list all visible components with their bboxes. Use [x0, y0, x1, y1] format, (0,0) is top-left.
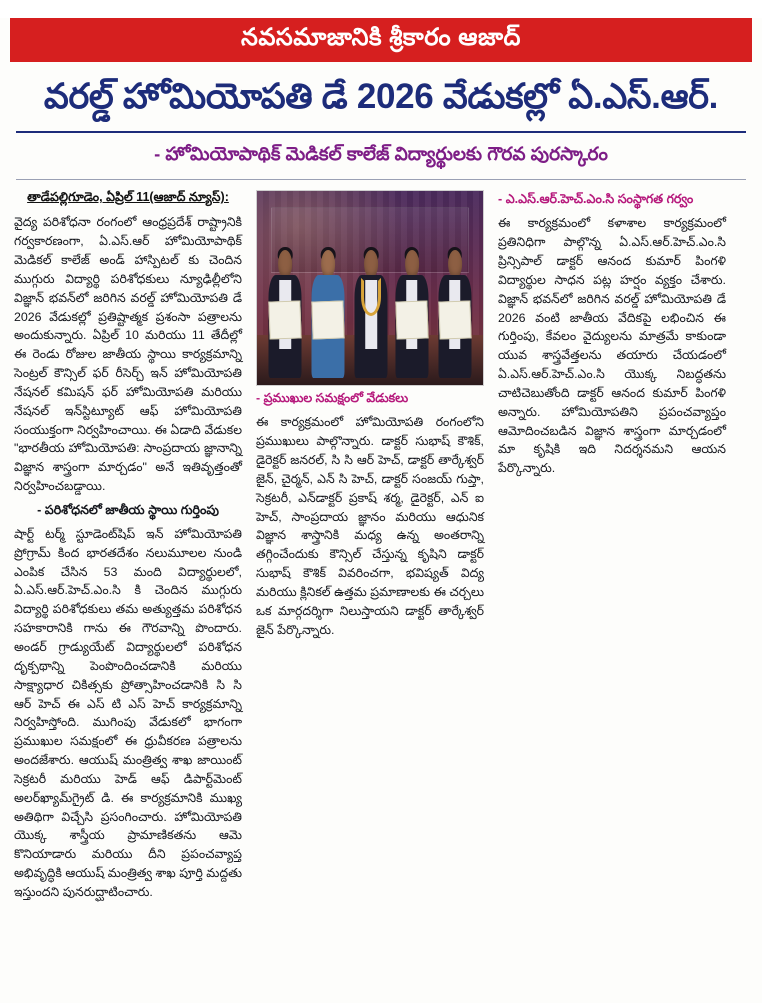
- dateline: తాడేపల్లిగూడెం, ఏప్రిల్ 11(ఆజాద్ న్యూస్):: [27, 190, 229, 205]
- masthead-banner: [10, 18, 752, 62]
- column-left: [14, 190, 242, 909]
- column-middle: [256, 190, 484, 909]
- head-shape: [364, 250, 378, 278]
- certificate-shape: [438, 300, 472, 340]
- paragraph: ఈ కార్యక్రమంలో హోమియోపతి రంగంలోని ప్రముఖులు పాల్గొన్నారు. డాక్టర్ సుభాష్ కౌశిక్, డైరెక్టర్ జనరల్, సి సి ఆర్ హెచ్, డాక్టర్ తార్కేశ్వర్ జైన్, చైర్మన్, ఎన్ సి హెచ్, డాక్టర్ సంజయ్ గుప్తా, సెక్రటరీ, ఎన్‌డాక్టర్ ప్రకాష్ శర్మ, డైరెక్టర్, ఎన్ ఐ హెచ్, సాంప్రదాయ జ్ఞానం మరియు ఆధునిక విజ్ఞాన శాస్త్రానికి మధ్య ఉన్న అంతరాన్ని తగ్గించేందుకు కౌన్సిల్ చేస్తున్న కృషిని డాక్టర్ సుభాష్ కౌశిక్ వివరించగా, భవిష్యత్ విద్య మరియు క్లినికల్ ఉత్తమ ప్రమాణాలకు ఈ చర్చలు ఒక మార్గదర్శిగా నిలుస్తాయని డాక్టర్ తార్కేశ్వర్ జైన్ పేర్కొన్నారు.: [256, 415, 484, 637]
- photo-caption: - ప్రముఖుల సమక్షంలో వేడుకలు: [256, 391, 409, 406]
- paragraph: షార్ట్ టర్మ్ స్టూడెంట్‌షిప్ ఇన్ హోమియోపతి ప్రోగ్రామ్ కింద భారతదేశం నలుమూలల నుండి ఎంపిక చేసిన 53 మంది విద్యార్థులలో, ఏ.ఎస్.ఆర్.హెచ్.ఎం.సి కి చెందిన ముగ్గురు విద్యార్థి పరిశోధకులు తమ అత్యుత్తమ పరిశోధన సహకారానికి గాను ఈ గౌరవాన్ని పొందారు. అండర్ గ్రాడ్యుయేట్ విద్యార్థులలో పరిశోధన దృక్పథాన్ని పెంపొందించడానికి మరియు సాక్ష్యాధార చికిత్సకు ప్రోత్సాహించడానికి సి సి ఆర్ హెచ్ ఈ ఎస్ టి ఎస్ హెచ్ కార్యక్రమాన్ని నిర్వహిస్తోంది. ముగింపు వేడుకలో భాగంగా ప్రముఖుల సమక్షంలో ఈ ధ్రువీకరణ పత్రాలను అందజేశారు. ఆయుష్ మంత్రిత్వ శాఖ జాయింట్ సెక్రటరీ మరియు హెడ్ ఆఫ్ డిపార్ట్‌మెంట్ అలర్‌ఖ్యామ్‌గ్రైట్ డి. ఈ కార్యక్రమానికి ముఖ్య అతిథిగా విచ్చేసి ప్రసంగించారు. హోమియోపతి యొక్క శాస్త్రీయ ప్రామాణికతను ఆమె కొనియాడారు మరియు దీని ప్రపంచవ్యాప్త అభివృద్ధికి ఆయుష్ మంత్రిత్వ శాఖ పూర్తి మద్దతు ఇస్తుందని పునరుద్ఘాటించారు.: [14, 526, 243, 899]
- certificate-shape: [311, 300, 345, 340]
- photo-person-student-2: [309, 250, 347, 378]
- page-headline: వరల్డ్ హోమియోపతి డే 2026 వేడుకల్లో ఏ.ఎస్.ఆర్.: [43, 77, 719, 116]
- head-shape: [405, 250, 419, 278]
- headline-divider: [16, 131, 746, 133]
- column-right: [498, 190, 726, 909]
- newspaper-page: [0, 18, 762, 1003]
- paragraph: వైద్య పరిశోధనా రంగంలో ఆంధ్రప్రదేశ్ రాష్ట్రానికి గర్వకారణంగా, ఏ.ఎస్.ఆర్ హోమియోపాథిక్ మెడికల్ కాలేజ్ అండ్ హాస్పిటల్ కు చెందిన ముగ్గురు విద్యార్థి పరిశోధకులు న్యూఢిల్లీలోని విజ్ఞాన్ భవన్‌లో జరిగిన వరల్డ్ హోమియోపతి డే 2026 వేడుకల్లో ప్రతిష్టాత్మక ప్రశంసా పత్రాలను అందుకున్నారు. ఏప్రిల్ 10 మరియు 11 తేదీల్లో ఈ రెండు రోజుల జాతీయ స్థాయి కార్యక్రమాన్ని సెంట్రల్ కౌన్సిల్ ఫర్ రీసెర్చ్ ఇన్ హోమియోపతి నేషనల్ కమిషన్ ఫర్ హోమియోపతి మరియు నేషనల్ ఇన్‌స్టిట్యూట్ ఆఫ్ హోమియోపతి సంయుక్తంగా నిర్వహించాయి. ఈ ఏడాది వేడుకల "భారతీయ హోమియోపతి: సాంప్రదాయ జ్ఞానాన్ని విజ్ఞాన శాస్త్రంగా మార్చడం" అనే ఇతివృత్తంతో నిర్వహించబడ్డాయి.: [14, 215, 242, 494]
- photo-person-dignitary-2: [393, 250, 431, 378]
- page-subheadline: - హోమియోపాథిక్ మెడికల్ కాలేజ్ విద్యార్థులకు గౌరవ పురస్కారం: [154, 143, 608, 165]
- certificate-shape: [268, 300, 302, 340]
- head-shape: [448, 250, 462, 278]
- head-shape: [278, 250, 292, 278]
- certificate-shape: [395, 300, 429, 340]
- head-shape: [321, 250, 335, 278]
- masthead-title: నవసమాజానికి శ్రీకారం ఆజాద్: [240, 23, 522, 51]
- article-photo: [256, 190, 484, 386]
- photo-person-student-3: [436, 250, 474, 378]
- photo-person-dignitary-1: [352, 250, 390, 378]
- photo-person-student-1: [266, 250, 304, 378]
- article-body: [14, 190, 748, 909]
- headline-block: [12, 76, 750, 117]
- paragraph: ఈ కార్యక్రమంలో కళాశాల కార్యక్రమంలో ప్రతినిధిగా పాల్గొన్న ఏ.ఎస్.ఆర్.హెచ్.ఎం.సి ప్రిన్సిపాల్ డాక్టర్ ఆనంద కుమార్ పింగళి విద్యార్థుల సాధన పట్ల హర్షం వ్యక్తం చేశారు. విజ్ఞాన్ భవన్‌లో జరిగిన వరల్డ్ హోమియోపతి డే 2026 వంటి జాతీయ వేదికపై లభించిన ఈ గుర్తింపు, కేవలం వైద్యులను మాత్రమే కాకుండా యువ శాస్త్రవేత్తలను తయారు చేయడంలో ఏ.ఎస్.ఆర్.హెచ్.ఎం.సి యొక్క నిబద్ధతను చాటిచెబుతోంది డాక్టర్ ఆనంద కుమార్ పింగళి అన్నారు. హోమియోపతిని ప్రపంచవ్యాప్తం ఆమోదించబడిన విజ్ఞాన శాస్త్రంగా మార్చడంలో మా కృషికి ఇది నిదర్శనమని ఆయన పేర్కొన్నారు.: [498, 216, 726, 476]
- section-heading-institution: - ఎ.ఎస్.ఆర్.హెచ్.ఎం.సి సంస్థాగత గర్వం: [498, 192, 694, 207]
- subheadline-divider: [16, 179, 746, 180]
- section-heading-research: - పరిశోధనలో జాతీయ స్థాయి గుర్తింపు: [37, 502, 219, 517]
